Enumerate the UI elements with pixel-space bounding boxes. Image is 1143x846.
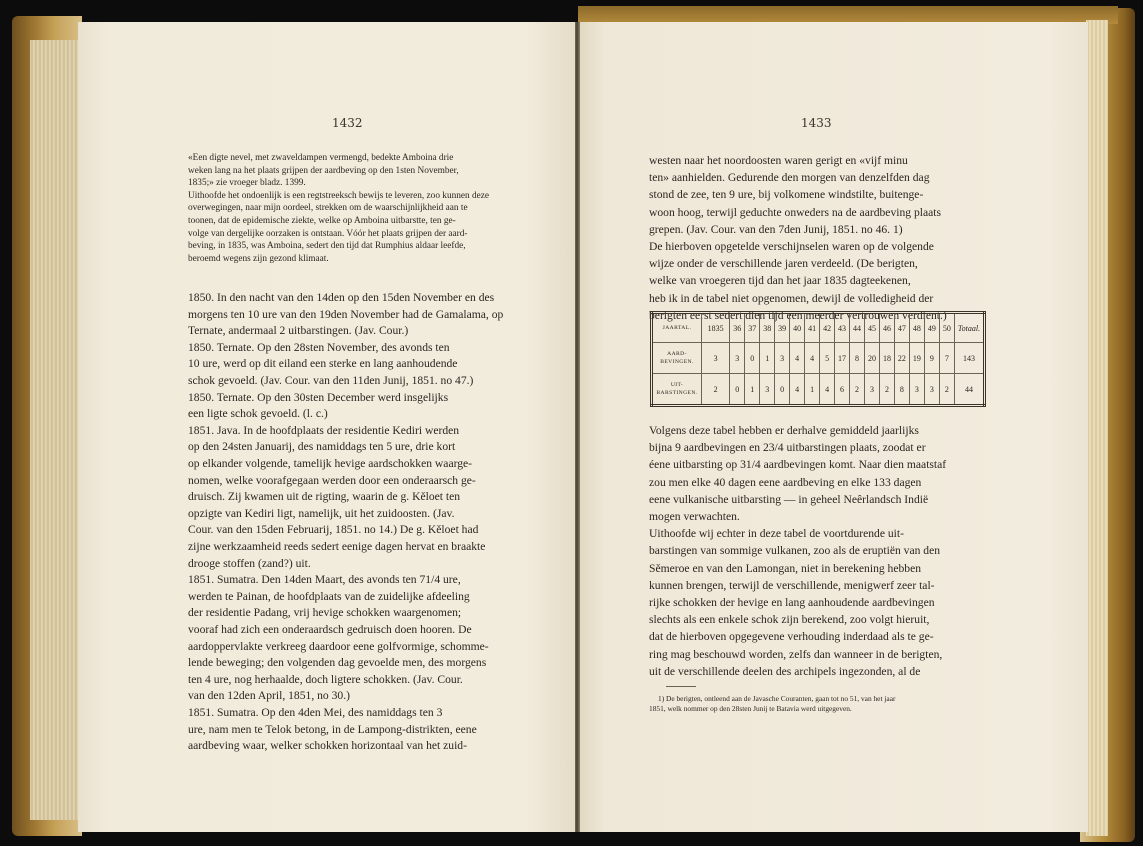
year-cell: 1835 bbox=[702, 313, 730, 343]
year-cell: 47 bbox=[894, 313, 909, 343]
body-line: rijke schokken der hevige en lang aanhoudende aardbevingen bbox=[649, 596, 935, 609]
body-line: uit de verschillende deelen des archipels ingezonden, al de bbox=[649, 664, 921, 678]
body-line: opzigte van Kediri ligt, namelijk, uit het zuidoosten. (Jav. bbox=[188, 506, 455, 520]
body-line: De hierboven opgetelde verschijnselen waren op de volgende bbox=[649, 240, 934, 253]
body-line: zou men elke 40 dagen eene aardbeving en elke 133 dagen bbox=[649, 475, 922, 489]
value-cell: 0 bbox=[730, 374, 745, 406]
year-cell: 45 bbox=[865, 313, 880, 343]
year-cell: 38 bbox=[760, 313, 775, 343]
body-line: ten» aanhielden. Gedurende den morgen van denzelfden dag bbox=[649, 171, 930, 185]
body-line: 1851. Java. In de hoofdplaats der residentie Kediri werden bbox=[188, 423, 460, 437]
year-cell: 48 bbox=[909, 313, 924, 343]
body-line: dat de hierboven opgegevene verhouding inderdaad als te ge- bbox=[649, 630, 934, 644]
quote-line: toonen, dat de epidemische ziekte, welke op Amboina uitbarstte, ten ge- bbox=[188, 216, 456, 226]
year-cell: 39 bbox=[775, 313, 790, 343]
value-cell: 6 bbox=[835, 374, 850, 406]
value-cell: 2 bbox=[850, 374, 865, 406]
quote-line: Uithoofde het ondoenlijk is een regtstreeksch bewijs te leveren, zoo kunnen deze bbox=[188, 190, 490, 201]
year-cell: 37 bbox=[745, 313, 760, 343]
row-label-line: UIT- bbox=[670, 382, 684, 388]
body-line: ten 4 ure, nog herhaalde, doch ligtere schokken. (Jav. Cour. bbox=[188, 672, 463, 686]
body-line: barstingen van sommige vulkanen, zoo als de eruptiën van den bbox=[649, 544, 941, 558]
value-cell: 4 bbox=[820, 374, 835, 406]
value-cell: 4 bbox=[790, 374, 805, 406]
body-line: kunnen brengen, terwijl de verschillende, menigwerf zeer tal- bbox=[649, 578, 935, 592]
body-line: ure, nam men te Telok betong, in de Lampong-distrikten, eene bbox=[188, 722, 477, 736]
body-line: ring mag beschouwd worden, zelfs dan wanneer in de berigten, bbox=[649, 647, 943, 661]
body-line: vooraf had zich een onderaardsch gedruisch doen hooren. De bbox=[188, 623, 472, 636]
body-line: 1850. In den nacht van den 14den op den 15den November en des bbox=[188, 291, 495, 304]
value-cell: 3 bbox=[775, 343, 790, 374]
body-line: aardbeving waar, welker schokken horizontaal van het zuid- bbox=[188, 739, 467, 753]
value-cell: 0 bbox=[745, 343, 760, 374]
body-line: werden te Painan, de hoofdplaats van de zuidelijke afdeeling bbox=[188, 589, 470, 603]
value-cell: 2 bbox=[939, 374, 954, 406]
body-line: heb ik in de tabel niet opgenomen, dewijl de volledigheid der bbox=[649, 291, 934, 305]
page-number: 1433 bbox=[801, 116, 832, 130]
year-cell: 36 bbox=[730, 313, 745, 343]
table-header-label: JAARTAL. bbox=[652, 313, 702, 343]
body-line: schok gevoeld. (Jav. Cour. van den 11den Junij, 1851. no 47.) bbox=[188, 374, 474, 387]
right-page bbox=[580, 22, 1088, 832]
body-line: bijna 9 aardbevingen en 23/4 uitbarstingen plaats, zoodat er bbox=[649, 441, 926, 455]
page-number: 1432 bbox=[332, 116, 363, 130]
row-label bbox=[652, 343, 702, 374]
footnote-line: 1851, welk nommer op den 28sten Junij te Batavia werd uitgegeven. bbox=[649, 704, 852, 713]
body-line: woon hoog, terwijl geduchte onweders na de aardbeving plaats bbox=[649, 205, 942, 219]
year-cell: 49 bbox=[924, 313, 939, 343]
value-cell: 17 bbox=[835, 343, 850, 374]
body-line: éene uitbarsting op 31/4 aardbevingen komt. Naar dien maatstaf bbox=[649, 458, 947, 472]
body-line: westen naar het noordoosten waren gerigt en «vijf minu bbox=[649, 154, 908, 167]
value-cell: 2 bbox=[879, 374, 894, 406]
value-cell: 0 bbox=[775, 374, 790, 406]
quote-line: «Een digte nevel, met zwaveldampen vermengd, bedekte Amboina drie bbox=[188, 153, 454, 163]
body-line: morgens ten 10 ure van den 19den November had de Gamalama, op bbox=[188, 307, 504, 321]
body-line: nomen, welke voorafgegaan werden door een onderaarsch ge- bbox=[188, 473, 476, 487]
right-page-edges bbox=[1086, 20, 1108, 836]
value-cell: 8 bbox=[894, 374, 909, 406]
year-cell: 43 bbox=[835, 313, 850, 343]
body-line: op den 24sten Januarij, des namiddags ten 5 ure, drie kort bbox=[188, 440, 456, 454]
body-line: der residentie Padang, vrij hevige schokken waargenomen; bbox=[188, 606, 462, 620]
value-cell: 3 bbox=[730, 343, 745, 374]
total-header-cell: Totaal. bbox=[955, 313, 985, 343]
quote-line: overwegingen, naar mijn oordeel, strekken om de waarschijnlijkheid aan te bbox=[188, 203, 468, 214]
table-row-earthquakes bbox=[652, 343, 985, 374]
body-line: zijne werkzaamheid reeds sedert eenige dagen hervat en braakte bbox=[188, 540, 486, 553]
body-line: berigten eerst sedert dien tijd een meerder vertrouwen verdient.) bbox=[649, 308, 947, 322]
value-cell: 3 bbox=[909, 374, 924, 406]
body-line: 1851. Sumatra. Den 14den Maart, des avonds ten 71/4 ure, bbox=[188, 573, 461, 587]
body-line: 1851. Sumatra. Op den 4den Mei, des namiddags ten 3 bbox=[188, 706, 443, 719]
value-cell: 19 bbox=[909, 343, 924, 374]
footnote-line: 1) De berigten, ontleend aan de Javasche Couranten, gaan tot no 51, van het jaar bbox=[658, 694, 896, 703]
value-cell: 4 bbox=[790, 343, 805, 374]
body-line: 10 ure, werd op dit eiland een sterke en lang aanhoudende bbox=[188, 357, 458, 371]
value-cell: 7 bbox=[939, 343, 954, 374]
body-line: Sěmeroe en van den Lamongan, niet in berekening hebben bbox=[649, 561, 922, 575]
year-cell: 40 bbox=[790, 313, 805, 343]
table-row-eruptions bbox=[652, 374, 985, 406]
body-line: Ternate, andermaal 2 uitbarstingen. (Jav. Cour.) bbox=[188, 324, 409, 338]
quote-line: beroemd wegens zijn gezond klimaat. bbox=[188, 253, 329, 264]
body-line: druisch. Zij kwamen uit de rigting, waarin de g. Kěloet ten bbox=[188, 490, 461, 504]
year-cell: 50 bbox=[939, 313, 954, 343]
body-line: 1850. Ternate. Op den 28sten November, des avonds ten bbox=[188, 340, 450, 354]
row-label bbox=[652, 374, 702, 406]
value-cell: 1 bbox=[745, 374, 760, 406]
value-cell: 18 bbox=[879, 343, 894, 374]
quote-line: volge van dergelijke oorzaken is ontstaan. Vóór het plaats grijpen der aard- bbox=[188, 228, 468, 239]
body-line: Cour. van den 15den Februarij, 1851. no 14.) De g. Kěloet had bbox=[188, 523, 479, 537]
footnote-rule bbox=[666, 686, 696, 687]
left-page-edges bbox=[30, 40, 80, 820]
row-label-line: BEVINGEN. bbox=[660, 359, 694, 365]
value-cell: 5 bbox=[820, 343, 835, 374]
table-header-row bbox=[652, 313, 985, 343]
body-line: grepen. (Jav. Cour. van den 7den Junij, 1851. no 46. 1) bbox=[649, 222, 903, 236]
body-line: Volgens deze tabel hebben er derhalve gemiddeld jaarlijks bbox=[649, 424, 919, 437]
body-line: welke van vroegeren tijd dan het jaar 1835 dagteekenen, bbox=[649, 274, 911, 288]
quote-line: 1835;» zie vroeger bladz. 1399. bbox=[188, 178, 306, 189]
value-cell: 2 bbox=[702, 374, 730, 406]
row-label-line: BARSTINGEN. bbox=[656, 390, 698, 396]
quote-line: beving, in 1835, was Amboina, sedert den tijd dat Rumphius aldaar leefde, bbox=[188, 241, 466, 252]
body-line: van den 12den April, 1851, no 30.) bbox=[188, 689, 350, 703]
value-cell: 3 bbox=[702, 343, 730, 374]
year-cell: 46 bbox=[879, 313, 894, 343]
body-line: wijze onder de verschillende jaren verdeeld. (De berigten, bbox=[649, 257, 918, 271]
total-cell: 44 bbox=[955, 374, 985, 406]
value-cell: 4 bbox=[805, 343, 820, 374]
value-cell: 22 bbox=[894, 343, 909, 374]
body-line: een ligte schok gevoeld. (l. c.) bbox=[188, 407, 328, 421]
value-cell: 3 bbox=[760, 374, 775, 406]
value-cell: 3 bbox=[924, 374, 939, 406]
row-label-line: AARD- bbox=[667, 351, 687, 357]
year-cell: 42 bbox=[820, 313, 835, 343]
value-cell: 9 bbox=[924, 343, 939, 374]
body-line: op elkander volgende, tamelijk hevige aardschokken waarge- bbox=[188, 457, 473, 470]
body-line: aardoppervlakte verkreeg daardoor eene golfvormige, schomme- bbox=[188, 639, 489, 653]
value-cell: 20 bbox=[865, 343, 880, 374]
left-page bbox=[78, 22, 575, 832]
body-line: Uithoofde wij echter in deze tabel de voortdurende uit- bbox=[649, 527, 904, 541]
year-cell: 44 bbox=[850, 313, 865, 343]
statistics-table bbox=[650, 311, 986, 407]
year-cell: 41 bbox=[805, 313, 820, 343]
body-line: stond de zee, ten 9 ure, bij volkomene windstilte, buitenge- bbox=[649, 188, 924, 202]
value-cell: 1 bbox=[760, 343, 775, 374]
value-cell: 3 bbox=[865, 374, 880, 406]
quote-line: weken lang na het plaats grijpen der aardbeving op den 1sten November, bbox=[188, 165, 459, 176]
body-line: 1850. Ternate. Op den 30sten December werd insgelijks bbox=[188, 390, 449, 404]
body-line: eene vulkanische uitbarsting — in geheel Neêrlandsch Indië bbox=[649, 492, 929, 506]
value-cell: 1 bbox=[805, 374, 820, 406]
body-line: mogen verwachten. bbox=[649, 510, 740, 523]
total-cell: 143 bbox=[955, 343, 985, 374]
value-cell: 8 bbox=[850, 343, 865, 374]
body-line: lende beweging; den volgenden dag gevoelde men, des morgens bbox=[188, 656, 487, 670]
body-line: slechts als een enkele schok zijn berekend, zoo volgt hieruit, bbox=[649, 613, 930, 627]
body-line: drooge stoffen (zand?) uit. bbox=[188, 556, 311, 570]
